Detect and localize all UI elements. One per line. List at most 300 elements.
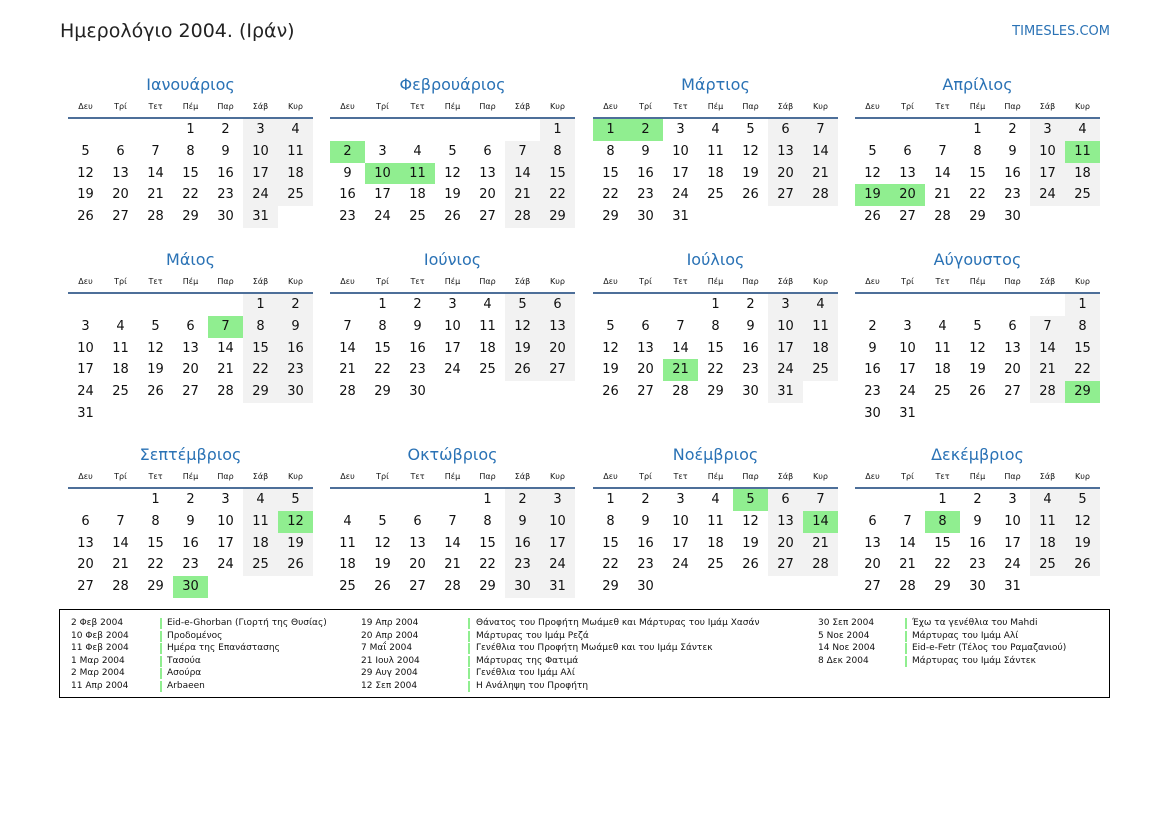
day-cell: 19: [505, 338, 540, 360]
weekday-header: Πέμ: [960, 467, 995, 489]
weekday-header: Τρί: [103, 467, 138, 489]
day-cell: 3: [243, 119, 278, 141]
weekday-header: Τετ: [925, 272, 960, 294]
weekday-header: Τρί: [628, 272, 663, 294]
holiday-day-cell: 19: [855, 184, 890, 206]
day-cell: 18: [339, 557, 356, 573]
empty-cell: [400, 489, 435, 511]
day-cell: 30: [1004, 209, 1021, 225]
month-grid: [68, 272, 313, 425]
day-cell: 2: [505, 489, 540, 511]
day-cell: 2: [1008, 122, 1017, 137]
weekday-header: Πέμ: [173, 467, 208, 489]
day-cell: 20: [409, 557, 426, 573]
day-cell: 29: [707, 384, 724, 400]
holiday-date: 30 Σεπ 2004: [818, 618, 875, 628]
day-cell: 27: [182, 384, 199, 400]
weekday-header: Κυρ: [803, 467, 838, 489]
day-cell: 3: [378, 143, 387, 159]
day-cell: 24: [217, 557, 234, 573]
day-cell: 28: [1030, 381, 1065, 403]
day-cell: 13: [637, 340, 654, 356]
day-cell: 21: [147, 187, 164, 203]
weekday-header: Σάβ: [505, 97, 540, 119]
day-cell: 9: [641, 513, 650, 529]
weekday-header: Δευ: [593, 272, 628, 294]
month-name: Ιούνιος: [423, 250, 482, 269]
day-cell: 27: [112, 209, 129, 225]
day-cell: 29: [969, 209, 986, 225]
day-cell: 16: [969, 535, 986, 551]
day-cell: 20: [112, 187, 129, 203]
day-cell: 7: [151, 143, 160, 159]
day-cell: 18: [1065, 163, 1100, 185]
day-cell: 29: [934, 579, 951, 595]
day-cell: 21: [803, 533, 838, 555]
day-cell: 22: [147, 557, 164, 573]
day-cell: 3: [448, 297, 457, 312]
day-cell: 15: [1065, 338, 1100, 360]
day-cell: 27: [899, 209, 916, 225]
day-cell: 27: [540, 359, 575, 381]
holiday-marker: [905, 618, 907, 629]
day-cell: 12: [505, 316, 540, 338]
empty-cell: [628, 294, 663, 316]
weekday-header: Κυρ: [540, 467, 575, 489]
day-cell: 8: [711, 318, 720, 334]
day-cell: 29: [147, 579, 164, 595]
weekday-header: Κυρ: [1065, 97, 1100, 119]
day-cell: 14: [217, 340, 234, 356]
empty-cell: [890, 489, 925, 511]
day-cell: 23: [339, 209, 356, 225]
month-block: [68, 75, 313, 228]
day-cell: 16: [742, 340, 759, 356]
holiday-marker: [468, 618, 470, 629]
day-cell: 9: [343, 165, 352, 181]
day-cell: 2: [278, 294, 313, 316]
day-cell: 27: [77, 579, 94, 595]
day-cell: 19: [969, 362, 986, 378]
holiday-date: 10 Φεβ 2004: [71, 630, 129, 641]
day-cell: 12: [969, 340, 986, 356]
day-cell: 5: [868, 143, 877, 159]
empty-cell: [68, 119, 103, 141]
day-cell: 15: [540, 163, 575, 185]
empty-cell: [68, 489, 103, 511]
day-cell: 24: [672, 557, 689, 573]
month-grid: [855, 467, 1100, 598]
day-cell: 21: [899, 557, 916, 573]
weekday-header: Κυρ: [540, 272, 575, 294]
day-cell: 11: [803, 316, 838, 338]
day-cell: 30: [505, 576, 540, 598]
holiday-marker: [160, 656, 162, 667]
day-cell: 9: [221, 143, 230, 159]
day-cell: 15: [374, 340, 391, 356]
day-cell: 7: [676, 318, 685, 334]
day-cell: 12: [602, 340, 619, 356]
day-cell: 4: [711, 492, 720, 507]
day-cell: 13: [479, 165, 496, 181]
day-cell: 5: [746, 122, 755, 137]
day-cell: 22: [182, 187, 199, 203]
day-cell: 21: [112, 557, 129, 573]
day-cell: 12: [1065, 511, 1100, 533]
day-cell: 13: [768, 141, 803, 163]
holiday-name: Eid-e-Ghorban (Γιορτή της Θυσίας): [167, 618, 327, 628]
day-cell: 12: [77, 165, 94, 181]
holiday-marker: [468, 643, 470, 654]
day-cell: 11: [278, 141, 313, 163]
empty-cell: [330, 294, 365, 316]
holiday-marker: [160, 643, 162, 654]
day-cell: 2: [413, 297, 422, 312]
day-cell: 6: [483, 143, 492, 159]
weekday-header: Δευ: [330, 97, 365, 119]
day-cell: 6: [413, 513, 422, 529]
day-cell: 7: [448, 513, 457, 529]
day-cell: 16: [409, 340, 426, 356]
holiday-date: 7 Μαΐ 2004: [361, 643, 413, 654]
day-cell: 22: [707, 362, 724, 378]
day-cell: 5: [448, 143, 457, 159]
weekday-header: Δευ: [330, 467, 365, 489]
holiday-marker: [468, 631, 470, 642]
day-cell: 3: [540, 489, 575, 511]
empty-cell: [173, 294, 208, 316]
holiday-date: 8 Δεκ 2004: [818, 655, 869, 666]
month-name: Μάρτιος: [681, 75, 750, 94]
day-cell: 10: [672, 143, 689, 159]
day-cell: 30: [637, 579, 654, 595]
day-cell: 31: [768, 381, 803, 403]
day-cell: 1: [378, 297, 387, 312]
day-cell: 25: [479, 362, 496, 378]
weekday-header: Δευ: [855, 467, 890, 489]
weekday-header: Σάβ: [768, 272, 803, 294]
month-grid: [855, 97, 1100, 228]
weekday-header: Δευ: [68, 272, 103, 294]
weekday-header: Κυρ: [278, 467, 313, 489]
weekday-header: Τρί: [890, 97, 925, 119]
day-cell: 20: [768, 533, 803, 555]
day-cell: 10: [672, 513, 689, 529]
day-cell: 8: [606, 143, 615, 159]
day-cell: 21: [1030, 359, 1065, 381]
day-cell: 2: [973, 492, 982, 507]
holiday-name: Eid-e-Fetr (Τέλος του Ραμαζανιού): [912, 643, 1067, 654]
site-link[interactable]: TIMESLES.COM: [1012, 24, 1110, 39]
day-cell: 17: [540, 533, 575, 555]
holiday-date: 12 Σεπ 2004: [361, 680, 418, 691]
weekday-header: Σάβ: [1030, 467, 1065, 489]
day-cell: 14: [112, 535, 129, 551]
day-cell: 9: [746, 318, 755, 334]
day-cell: 17: [899, 362, 916, 378]
day-cell: 16: [637, 535, 654, 551]
day-cell: 8: [151, 513, 160, 529]
day-cell: 16: [339, 187, 356, 203]
holiday-name: Ασούρα: [167, 668, 202, 679]
holiday-name: Arbaeen: [167, 680, 205, 691]
day-cell: 17: [1030, 163, 1065, 185]
day-cell: 26: [77, 209, 94, 225]
day-cell: 17: [217, 535, 234, 551]
weekday-header: Δευ: [68, 97, 103, 119]
weekday-header: Παρ: [995, 272, 1030, 294]
day-cell: 27: [409, 579, 426, 595]
day-cell: 29: [602, 579, 619, 595]
weekday-header: Τετ: [400, 272, 435, 294]
holiday-day-cell: 29: [1065, 381, 1100, 403]
day-cell: 5: [1065, 489, 1100, 511]
day-cell: 9: [973, 513, 982, 529]
day-cell: 25: [1065, 184, 1100, 206]
holiday-marker: [160, 681, 162, 692]
holiday-day-cell: 20: [890, 184, 925, 206]
day-cell: 29: [374, 384, 391, 400]
empty-cell: [138, 119, 173, 141]
day-cell: 10: [1004, 513, 1021, 529]
weekday-header: Πέμ: [435, 467, 470, 489]
day-cell: 10: [540, 511, 575, 533]
day-cell: 2: [868, 318, 877, 334]
holiday-name: Γενέθλια του Ιμάμ Αλί: [476, 668, 575, 679]
day-cell: 17: [374, 187, 391, 203]
day-cell: 26: [864, 209, 881, 225]
day-cell: 19: [77, 187, 94, 203]
holiday-day-cell: 8: [925, 511, 960, 533]
day-cell: 21: [803, 163, 838, 185]
weekday-header: Παρ: [995, 97, 1030, 119]
holiday-day-cell: 30: [173, 576, 208, 598]
month-grid: [593, 467, 838, 598]
day-cell: 17: [243, 163, 278, 185]
day-cell: 25: [803, 359, 838, 381]
day-cell: 1: [151, 492, 160, 507]
holiday-date: 1 Μαρ 2004: [71, 655, 125, 666]
day-cell: 21: [444, 557, 461, 573]
weekday-header: Παρ: [733, 97, 768, 119]
day-cell: 16: [182, 535, 199, 551]
weekday-header: Τρί: [628, 467, 663, 489]
day-cell: 12: [864, 165, 881, 181]
day-cell: 16: [864, 362, 881, 378]
day-cell: 6: [768, 489, 803, 511]
day-cell: 19: [742, 535, 759, 551]
weekday-header: Κυρ: [278, 97, 313, 119]
day-cell: 30: [217, 209, 234, 225]
day-cell: 23: [182, 557, 199, 573]
weekday-header: Παρ: [733, 467, 768, 489]
holiday-marker: [905, 631, 907, 642]
day-cell: 21: [934, 187, 951, 203]
weekday-header: Τετ: [663, 272, 698, 294]
day-cell: 25: [707, 187, 724, 203]
day-cell: 2: [746, 297, 755, 312]
day-cell: 25: [409, 209, 426, 225]
holiday-name: Προδομένος: [167, 630, 223, 641]
day-cell: 18: [803, 338, 838, 360]
day-cell: 4: [803, 294, 838, 316]
month-grid: [68, 467, 313, 598]
day-cell: 22: [602, 187, 619, 203]
day-cell: 7: [903, 513, 912, 529]
day-cell: 28: [444, 579, 461, 595]
day-cell: 11: [479, 318, 496, 334]
weekday-header: Τετ: [138, 272, 173, 294]
weekday-header: Πέμ: [960, 272, 995, 294]
weekday-header: Σάβ: [243, 97, 278, 119]
weekday-header: Τρί: [365, 97, 400, 119]
weekday-header: Τρί: [365, 272, 400, 294]
day-cell: 10: [77, 340, 94, 356]
empty-cell: [855, 489, 890, 511]
holiday-name: Μάρτυρας της Φατιμά: [476, 655, 579, 666]
day-cell: 3: [81, 318, 90, 334]
day-cell: 3: [1008, 492, 1017, 507]
empty-cell: [960, 294, 995, 316]
day-cell: 23: [505, 554, 540, 576]
day-cell: 19: [602, 362, 619, 378]
weekday-header: Τετ: [138, 467, 173, 489]
weekday-header: Πέμ: [698, 97, 733, 119]
day-cell: 18: [479, 340, 496, 356]
weekday-header: Πέμ: [698, 467, 733, 489]
holiday-marker: [905, 643, 907, 654]
holiday-date: 29 Αυγ 2004: [361, 668, 418, 679]
day-cell: 18: [112, 362, 129, 378]
day-cell: 9: [641, 143, 650, 159]
day-cell: 15: [934, 535, 951, 551]
day-cell: 1: [483, 492, 492, 507]
day-cell: 23: [969, 557, 986, 573]
day-cell: 21: [505, 184, 540, 206]
weekday-header: Πέμ: [435, 272, 470, 294]
day-cell: 24: [672, 187, 689, 203]
empty-cell: [995, 294, 1030, 316]
day-cell: 19: [278, 533, 313, 555]
day-cell: 14: [339, 340, 356, 356]
day-cell: 27: [479, 209, 496, 225]
day-cell: 21: [339, 362, 356, 378]
day-cell: 13: [1004, 340, 1021, 356]
day-cell: 8: [186, 143, 195, 159]
holiday-date: 11 Φεβ 2004: [71, 643, 129, 654]
day-cell: 14: [803, 141, 838, 163]
day-cell: 26: [969, 384, 986, 400]
day-cell: 29: [182, 209, 199, 225]
weekday-header: Παρ: [470, 272, 505, 294]
day-cell: 10: [768, 316, 803, 338]
day-cell: 24: [444, 362, 461, 378]
weekday-header: Τρί: [890, 272, 925, 294]
day-cell: 14: [147, 165, 164, 181]
day-cell: 18: [707, 535, 724, 551]
empty-cell: [138, 294, 173, 316]
day-cell: 20: [182, 362, 199, 378]
day-cell: 8: [378, 318, 387, 334]
month-grid: [593, 97, 838, 228]
day-cell: 8: [483, 513, 492, 529]
day-cell: 5: [378, 513, 387, 529]
day-cell: 1: [711, 297, 720, 312]
day-cell: 29: [602, 209, 619, 225]
day-cell: 13: [864, 535, 881, 551]
empty-cell: [208, 294, 243, 316]
empty-cell: [890, 119, 925, 141]
day-cell: 28: [672, 384, 689, 400]
day-cell: 10: [243, 141, 278, 163]
day-cell: 24: [374, 209, 391, 225]
day-cell: 19: [1065, 533, 1100, 555]
day-cell: 6: [116, 143, 125, 159]
day-cell: 3: [676, 122, 685, 137]
day-cell: 28: [505, 206, 540, 228]
month-block: [330, 75, 575, 228]
day-cell: 17: [768, 338, 803, 360]
month-block: [68, 250, 313, 425]
day-cell: 23: [742, 362, 759, 378]
day-cell: 28: [147, 209, 164, 225]
day-cell: 11: [112, 340, 129, 356]
day-cell: 28: [112, 579, 129, 595]
day-cell: 4: [711, 122, 720, 137]
day-cell: 8: [973, 143, 982, 159]
holiday-day-cell: 11: [400, 163, 435, 185]
holiday-legend: [59, 609, 1110, 698]
day-cell: 5: [151, 318, 160, 334]
day-cell: 7: [1030, 316, 1065, 338]
day-cell: 16: [637, 165, 654, 181]
holiday-marker: [160, 631, 162, 642]
day-cell: 4: [116, 318, 125, 334]
day-cell: 29: [540, 206, 575, 228]
month-name: Ιούλιος: [686, 250, 745, 269]
weekday-header: Κυρ: [803, 97, 838, 119]
holiday-marker: [468, 681, 470, 692]
day-cell: 28: [934, 209, 951, 225]
day-cell: 3: [676, 492, 685, 507]
day-cell: 27: [768, 184, 803, 206]
day-cell: 2: [186, 492, 195, 507]
holiday-date: 2 Φεβ 2004: [71, 618, 124, 628]
day-cell: 17: [672, 165, 689, 181]
holiday-day-cell: 12: [278, 511, 313, 533]
day-cell: 12: [374, 535, 391, 551]
month-block: [593, 75, 838, 228]
day-cell: 18: [243, 533, 278, 555]
day-cell: 30: [409, 384, 426, 400]
day-cell: 7: [343, 318, 352, 334]
holiday-marker: [160, 618, 162, 629]
day-cell: 10: [217, 513, 234, 529]
weekday-header: Παρ: [208, 467, 243, 489]
day-cell: 10: [1030, 141, 1065, 163]
day-cell: 17: [672, 535, 689, 551]
day-cell: 23: [278, 359, 313, 381]
day-cell: 9: [1008, 143, 1017, 159]
weekday-header: Τετ: [138, 97, 173, 119]
day-cell: 26: [742, 557, 759, 573]
day-cell: 16: [505, 533, 540, 555]
day-cell: 26: [602, 384, 619, 400]
day-cell: 27: [864, 579, 881, 595]
day-cell: 15: [602, 165, 619, 181]
day-cell: 28: [803, 184, 838, 206]
day-cell: 25: [707, 557, 724, 573]
